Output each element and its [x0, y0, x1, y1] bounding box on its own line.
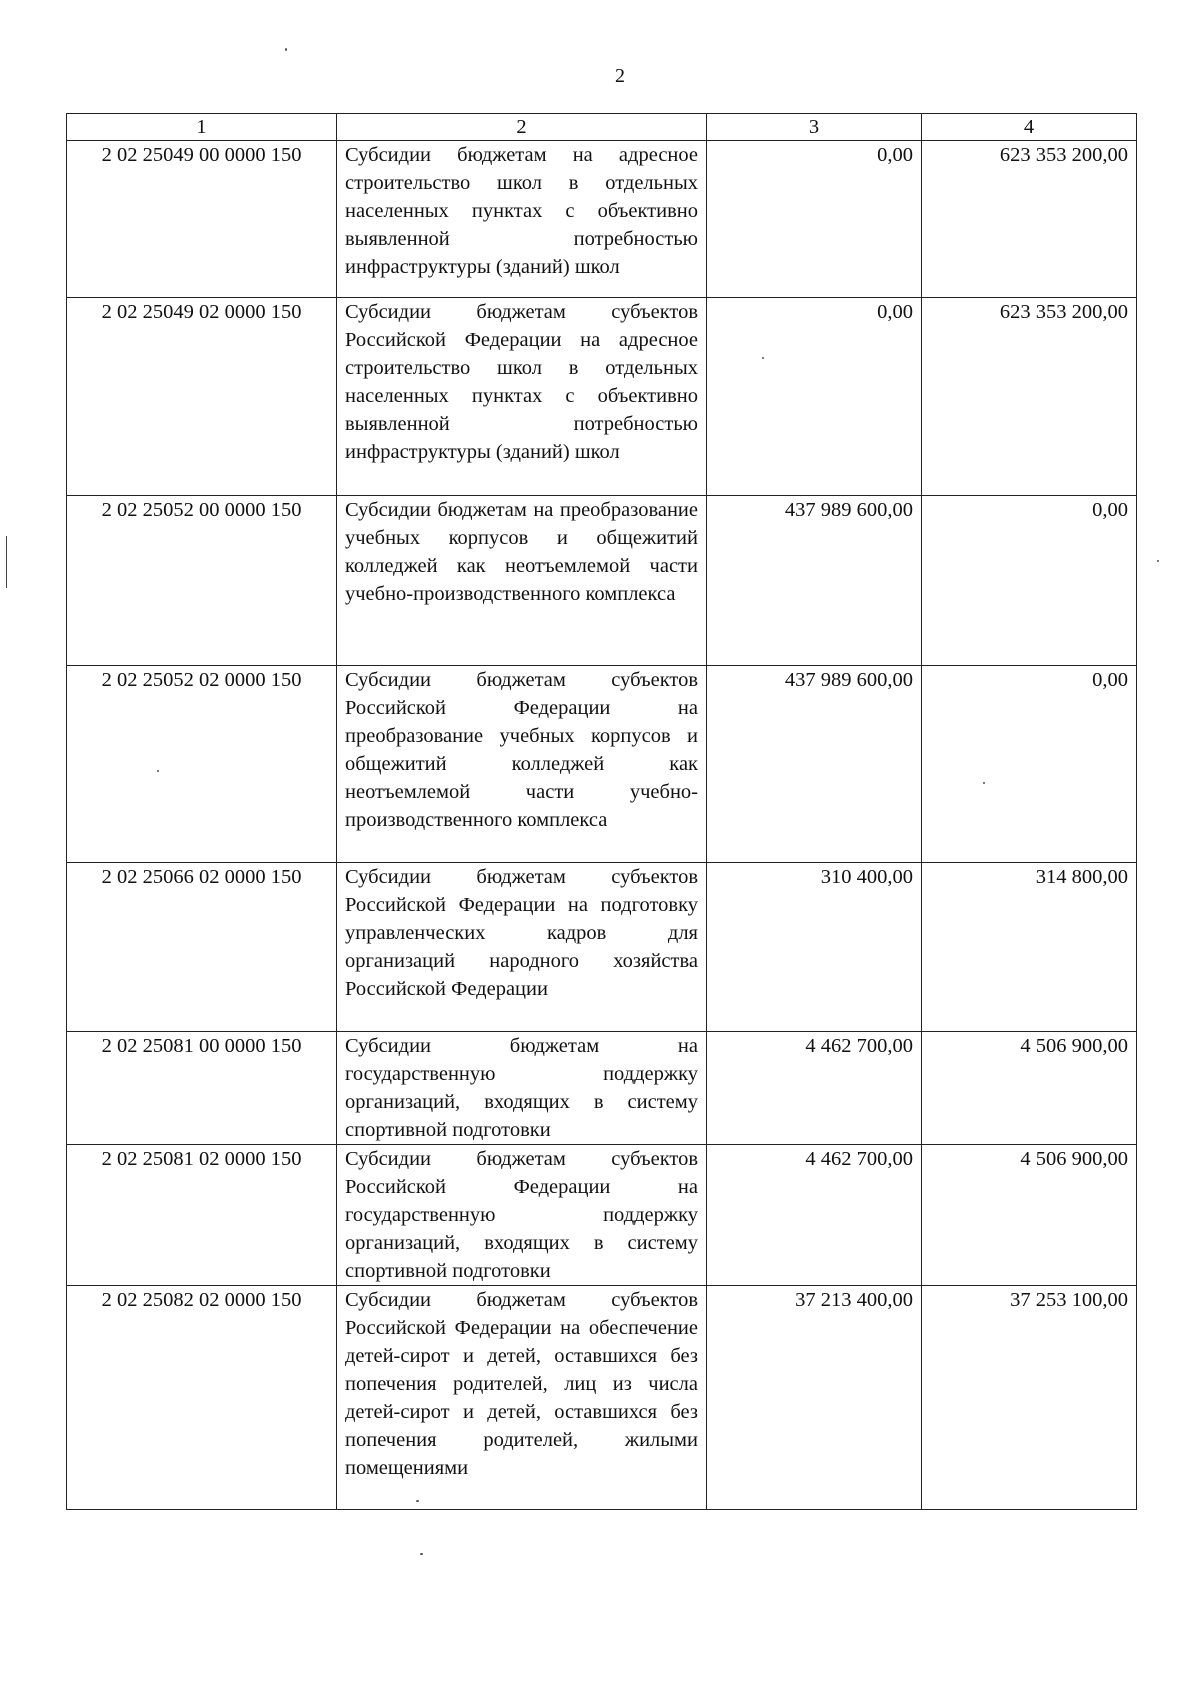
scan-speck: [420, 1553, 423, 1555]
scan-speck: [762, 357, 764, 359]
income-description: Субсидии бюджетам субъектов Российской Федерации на подготовку управленческих кадров для организаций народного хозяйства Российской Федерации: [337, 863, 707, 1032]
table-row: [67, 1145, 1137, 1286]
column-header-4: 4: [922, 114, 1137, 141]
income-code: 2 02 25082 02 0000 150: [67, 1286, 337, 1510]
amount-column-3: 437 989 600,00: [707, 496, 922, 666]
income-code: 2 02 25049 02 0000 150: [67, 298, 337, 496]
scan-speck: [416, 1500, 419, 1502]
page-number: 2: [615, 65, 625, 87]
table-row: [67, 666, 1137, 863]
income-code: 2 02 25052 00 0000 150: [67, 496, 337, 666]
table-row: [67, 1032, 1137, 1145]
amount-column-4: 4 506 900,00: [922, 1145, 1137, 1286]
income-code: 2 02 25049 00 0000 150: [67, 141, 337, 298]
column-header-1: 1: [67, 114, 337, 141]
amount-column-4: 623 353 200,00: [922, 141, 1137, 298]
column-header-3: 3: [707, 114, 922, 141]
amount-column-3: 4 462 700,00: [707, 1032, 922, 1145]
amount-column-4: 0,00: [922, 496, 1137, 666]
scan-speck: [157, 770, 159, 772]
amount-column-3: 0,00: [707, 141, 922, 298]
scan-speck: [983, 782, 985, 784]
scan-speck: [1157, 560, 1159, 562]
income-description: Субсидии бюджетам субъектов Российской Федерации на государственную поддержку организаций, входящих в систему спортивной подготовки: [337, 1145, 707, 1286]
income-code: 2 02 25081 00 0000 150: [67, 1032, 337, 1145]
amount-column-4: 37 253 100,00: [922, 1286, 1137, 1510]
table-row: [67, 496, 1137, 666]
income-code: 2 02 25052 02 0000 150: [67, 666, 337, 863]
income-description: Субсидии бюджетам на преобразование учебных корпусов и общежитий колледжей как неотъемлемой части учебно-производственного комплекса: [337, 496, 707, 666]
table-body: [67, 141, 1137, 1510]
amount-column-3: 310 400,00: [707, 863, 922, 1032]
amount-column-4: 4 506 900,00: [922, 1032, 1137, 1145]
scan-edge-mark: [6, 536, 7, 588]
income-description: Субсидии бюджетам на государственную поддержку организаций, входящих в систему спортивной подготовки: [337, 1032, 707, 1145]
amount-column-3: 4 462 700,00: [707, 1145, 922, 1286]
amount-column-3: 437 989 600,00: [707, 666, 922, 863]
table-row: [67, 141, 1137, 298]
amount-column-3: 0,00: [707, 298, 922, 496]
table-header-row: [67, 114, 1137, 141]
table-row: [67, 298, 1137, 496]
income-description: Субсидии бюджетам субъектов Российской Федерации на обеспечение детей-сирот и детей, оставшихся без попечения родителей, лиц из числа детей-сирот и детей, оставшихся без попечения родителей, жилыми помещениями: [337, 1286, 707, 1510]
income-code: 2 02 25081 02 0000 150: [67, 1145, 337, 1286]
income-description: Субсидии бюджетам субъектов Российской Федерации на адресное строительство школ в отдельных населенных пунктах с объективно выявленной потребностью инфраструктуры (зданий) школ: [337, 298, 707, 496]
column-header-2: 2: [337, 114, 707, 141]
budget-table: [66, 113, 1137, 1510]
table-row: [67, 1286, 1137, 1510]
amount-column-4: 623 353 200,00: [922, 298, 1137, 496]
table-row: [67, 863, 1137, 1032]
income-description: Субсидии бюджетам на адресное строительство школ в отдельных населенных пунктах с объективно выявленной потребностью инфраструктуры (зданий) школ: [337, 141, 707, 298]
amount-column-4: 0,00: [922, 666, 1137, 863]
income-description: Субсидии бюджетам субъектов Российской Федерации на преобразование учебных корпусов и общежитий колледжей как неотъемлемой части учебно-производственного комплекса: [337, 666, 707, 863]
scan-speck: [285, 48, 287, 51]
amount-column-4: 314 800,00: [922, 863, 1137, 1032]
income-code: 2 02 25066 02 0000 150: [67, 863, 337, 1032]
amount-column-3: 37 213 400,00: [707, 1286, 922, 1510]
